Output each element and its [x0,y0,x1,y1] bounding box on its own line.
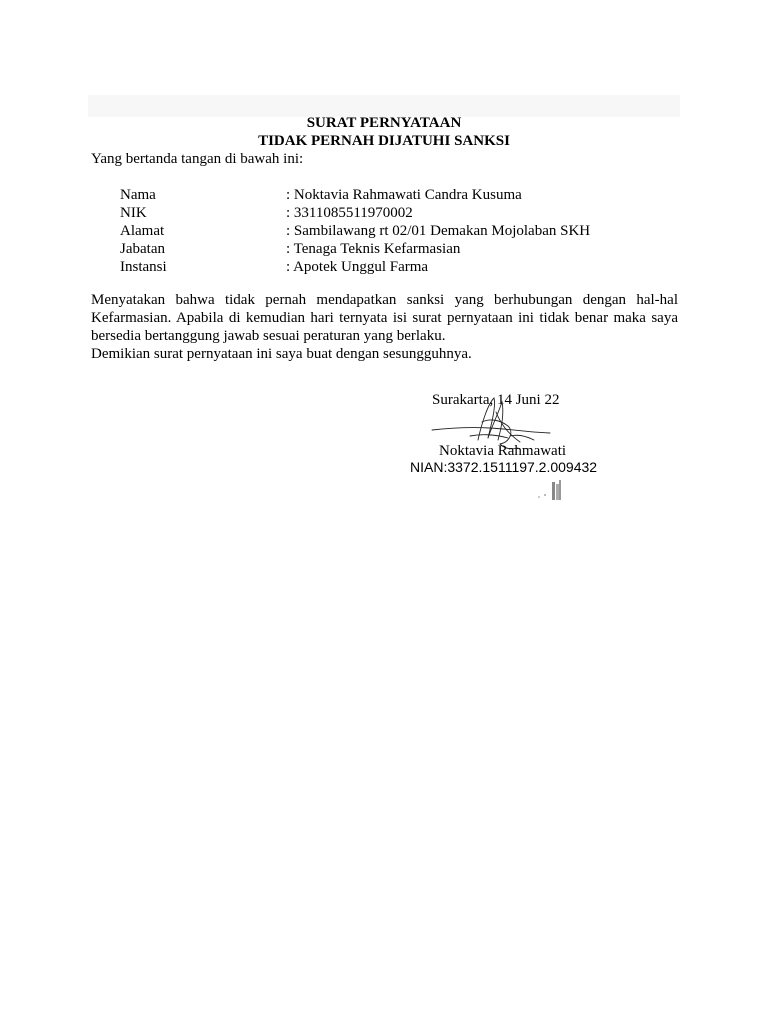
field-label: Instansi [120,259,167,275]
signer-name: Noktavia Rahmawati [439,443,567,459]
field-value: : Sambilawang rt 02/01 Demakan Mojolaban SKH [286,223,591,239]
field-row-alamat [120,222,590,240]
stamp-fragment [532,478,564,502]
intro-text: Yang bertanda tangan di bawah ini: [91,151,304,167]
field-row-nik [120,204,590,222]
closing-paragraph: Demikian surat pernyataan ini saya buat dengan sesungguhnya. [91,346,472,362]
statement-paragraph: Menyatakan bahwa tidak pernah mendapatkan sanksi yang berhubungan dengan hal-hal Kefarmasian. Apabila di kemudian hari ternyata isi surat pernyataan ini tidak benar maka saya bersedia bertanggung jawab sesuai peraturan yang berlaku. [91,292,678,344]
field-row-jabatan [120,240,590,258]
field-value: : Tenaga Teknis Kefarmasian [286,241,461,257]
signer-nian: NIAN:3372.1511197.2.009432 [410,459,598,475]
field-value: : Noktavia Rahmawati Candra Kusuma [286,187,522,203]
field-label: Jabatan [120,241,165,257]
document-title: SURAT PERNYATAAN [306,115,462,131]
field-value: : 3311085511970002 [286,205,413,221]
document-subtitle: TIDAK PERNAH DIJATUHI SANKSI [258,133,510,149]
identity-fields [120,186,590,276]
field-label: Alamat [120,223,165,239]
statement-body [91,291,678,363]
field-label: Nama [120,187,156,203]
field-row-nama [120,186,590,204]
place-date: Surakarta, 14 Juni 22 [432,392,560,408]
field-value: : Apotek Unggul Farma [286,259,429,275]
field-label: NIK [120,205,147,221]
field-row-instansi [120,258,590,276]
